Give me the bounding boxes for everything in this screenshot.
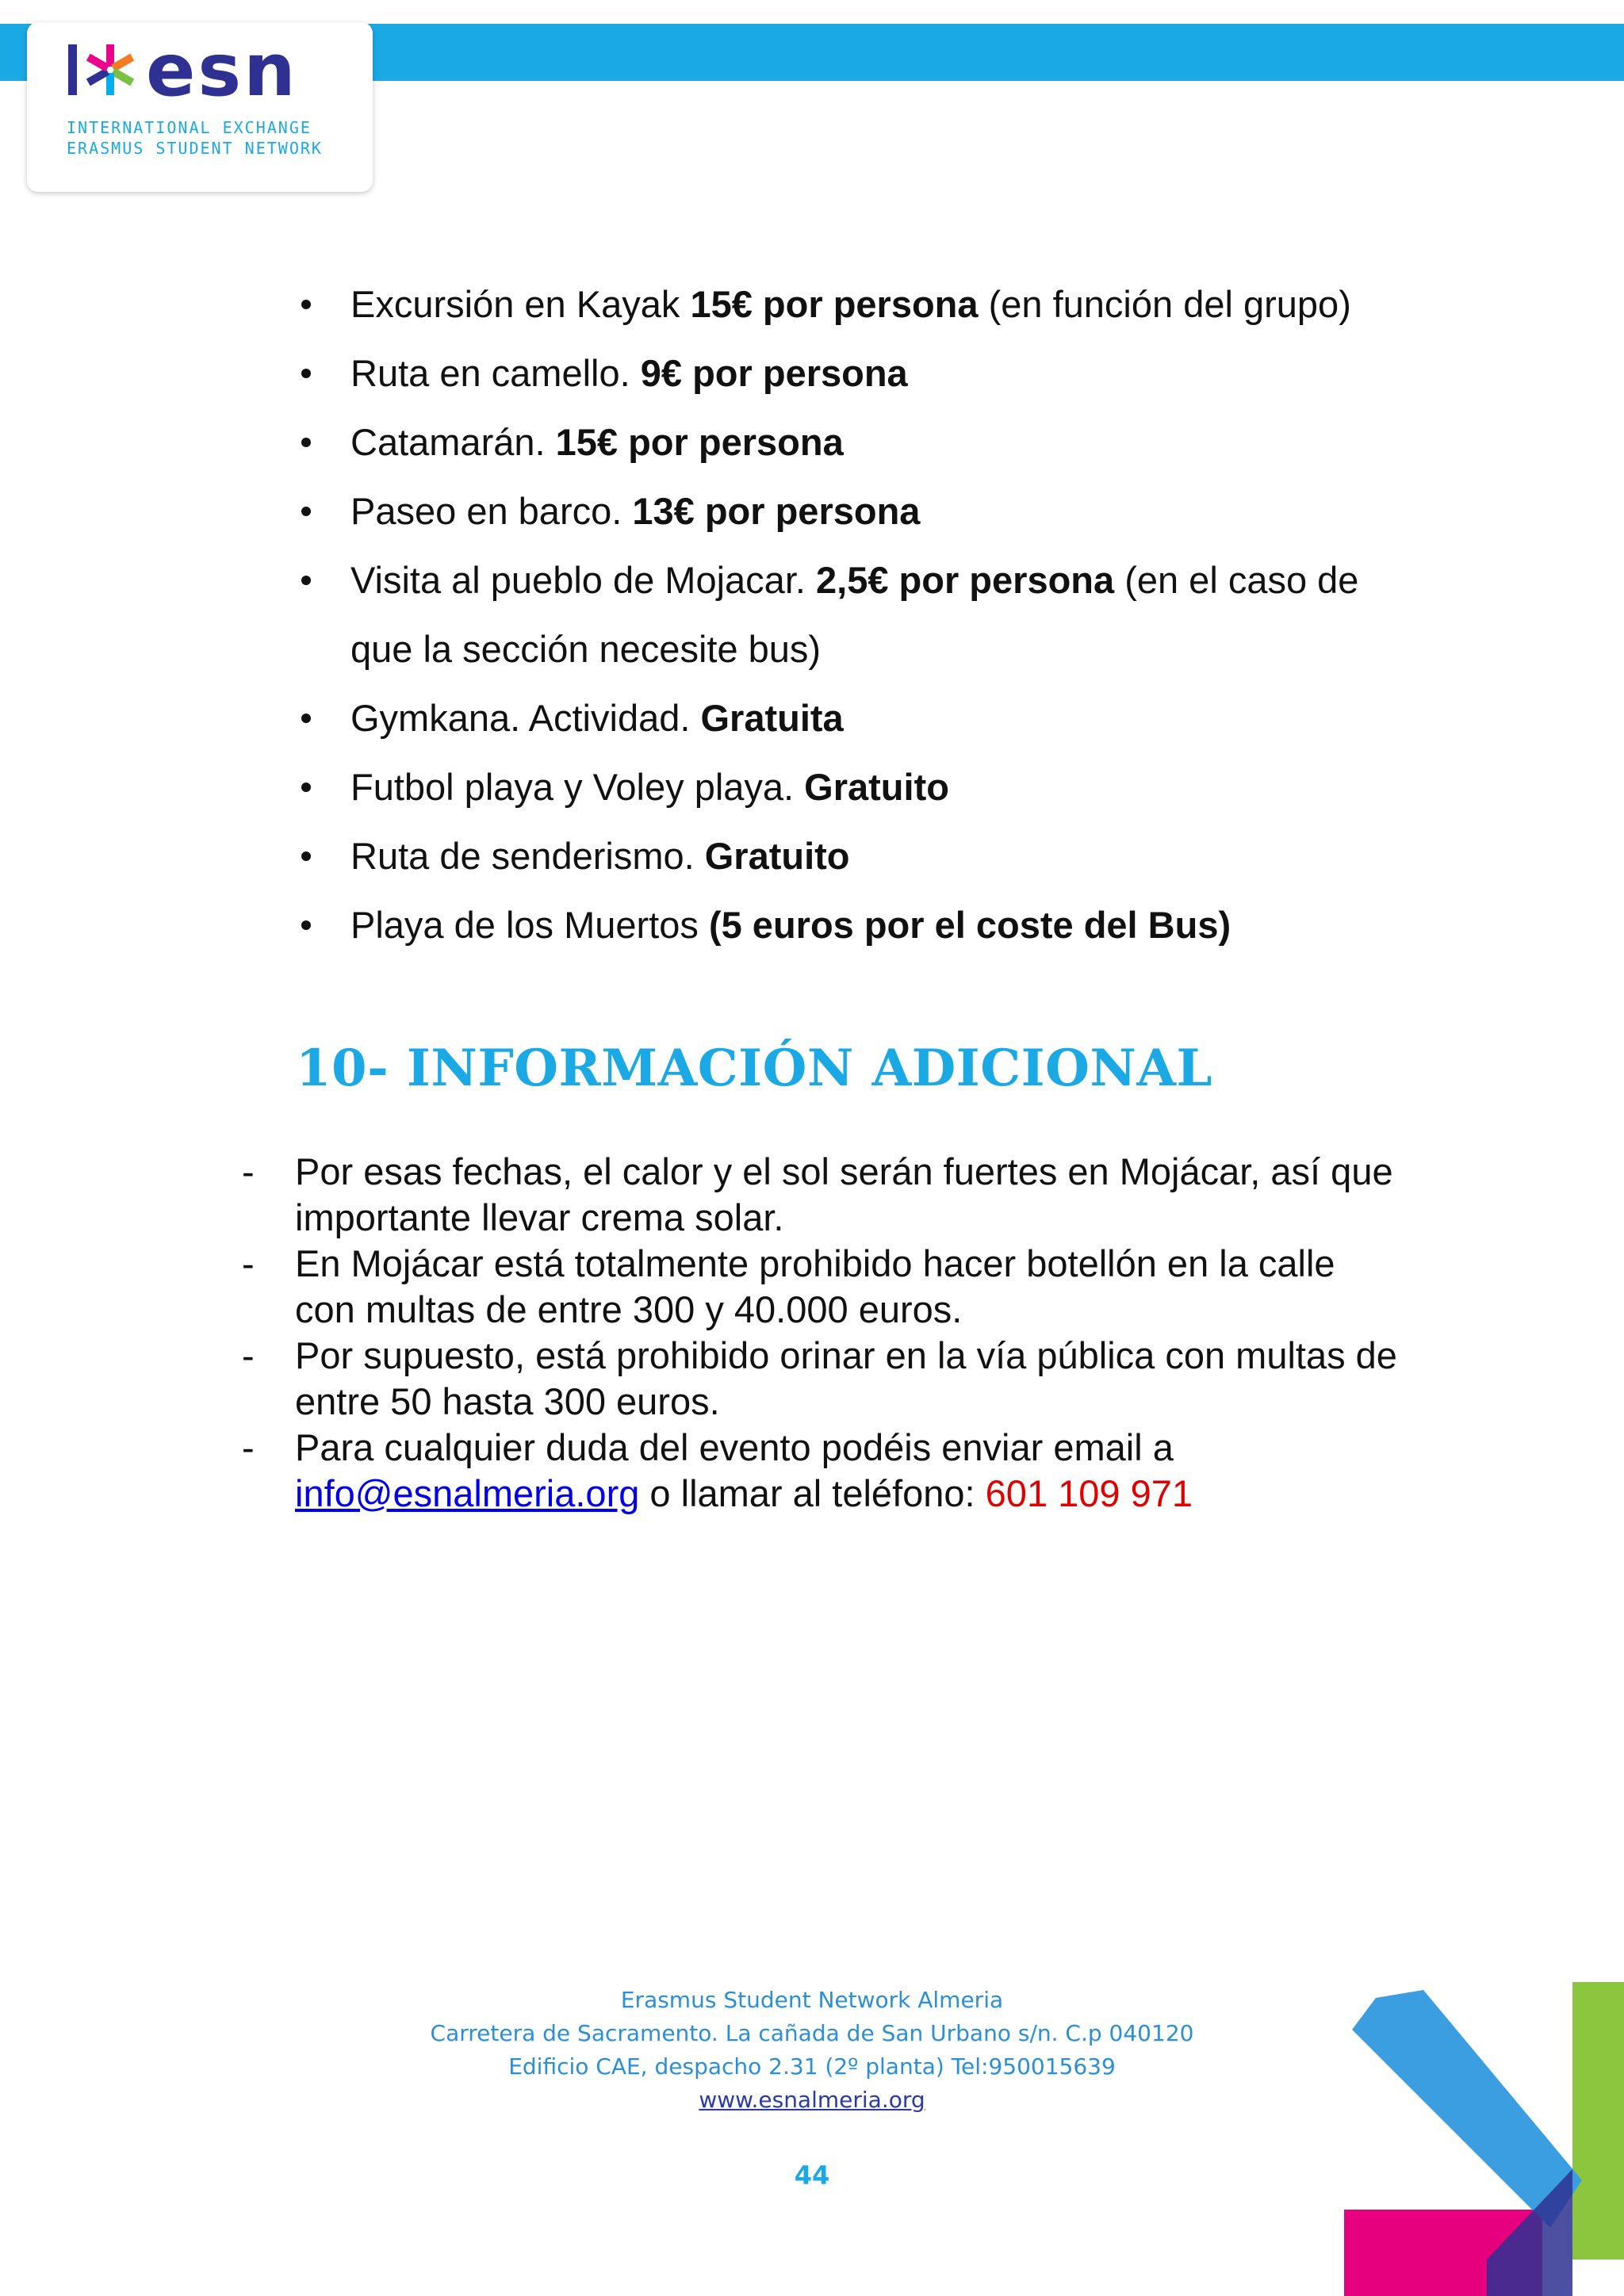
info-line: entre 50 hasta 300 euros. [295, 1380, 720, 1422]
svg-text:INTERNATIONAL EXCHANGE: INTERNATIONAL EXCHANGE [67, 118, 312, 137]
activity-item [301, 476, 1491, 545]
email-link[interactable]: info@esnalmeria.org [295, 1472, 640, 1514]
activity-item [301, 752, 1491, 821]
activity-text: Playa de los Muertos [350, 904, 709, 946]
bullet-icon [301, 438, 311, 447]
footer-office: Edificio CAE, despacho 2.31 (2º planta) Tel:950015639 [508, 2053, 1116, 2080]
activity-price: 9€ por persona [640, 352, 908, 394]
info-item [242, 1333, 1511, 1425]
info-line: con multas de entre 300 y 40.000 euros. [295, 1288, 963, 1330]
bullet-icon [301, 783, 311, 792]
activity-text: Futbol playa y Voley playa. [350, 766, 805, 808]
activity-price: Gratuito [704, 835, 850, 877]
activity-text: que la sección necesite bus) [350, 628, 822, 670]
activity-price: Gratuita [700, 697, 844, 739]
footer-website-link[interactable]: www.esnalmeria.org [699, 2087, 925, 2113]
activity-item [301, 821, 1491, 890]
activity-text: Ruta en camello. [350, 352, 641, 394]
activity-item [301, 890, 1491, 959]
info-item [242, 1241, 1511, 1333]
activity-note: (en función del grupo) [978, 283, 1351, 325]
activities-list [301, 270, 1491, 959]
svg-text:ERASMUS STUDENT NETWORK: ERASMUS STUDENT NETWORK [67, 139, 323, 158]
activity-price: Gratuito [804, 766, 949, 808]
info-item [242, 1425, 1511, 1517]
bullet-icon [301, 369, 311, 378]
dash-marker: - [242, 1334, 255, 1376]
activity-item [301, 339, 1491, 408]
activity-price: 2,5€ por persona [816, 559, 1115, 601]
phone-number: 601 109 971 [985, 1472, 1193, 1514]
info-line: Por supuesto, está prohibido orinar en la vía pública con multas de [295, 1334, 1397, 1376]
activity-item [301, 545, 1491, 614]
dash-marker: - [242, 1242, 255, 1284]
activity-text: Visita al pueblo de Mojacar. [350, 559, 816, 601]
dash-marker: - [242, 1426, 255, 1468]
activity-item [301, 683, 1491, 752]
dash-marker: - [242, 1150, 255, 1192]
info-line: En Mojácar está totalmente prohibido hacer botellón en la calle [295, 1242, 1335, 1284]
activity-note: (en el caso de [1114, 559, 1359, 601]
activity-price: 15€ por persona [690, 283, 979, 325]
page-number: 44 [794, 2160, 830, 2191]
activity-item [301, 408, 1491, 476]
activity-item [301, 270, 1491, 339]
activity-price: 13€ por persona [632, 490, 921, 532]
info-text: o llamar al teléfono: [639, 1472, 986, 1514]
additional-info-list [242, 1149, 1511, 1517]
esn-logo [27, 22, 373, 192]
activity-text: Excursión en Kayak [350, 283, 691, 325]
bullet-icon [301, 576, 311, 585]
esn-logo-graphic [27, 22, 373, 192]
activity-text: Ruta de senderismo. [350, 835, 705, 877]
info-line [295, 1471, 1511, 1517]
footer-address: Carretera de Sacramento. La cañada de San Urbano s/n. C.p 040120 [430, 2020, 1194, 2046]
activity-text: Paseo en barco. [350, 490, 633, 532]
bullet-icon [301, 507, 311, 516]
bullet-icon [301, 714, 311, 723]
activity-text: Catamarán. [350, 421, 556, 463]
info-line: importante llevar crema solar. [295, 1196, 784, 1238]
activity-item [301, 614, 1491, 683]
info-line: Por esas fechas, el calor y el sol serán fuertes en Mojácar, así que [295, 1150, 1393, 1192]
bullet-icon [301, 300, 311, 309]
info-item [242, 1149, 1511, 1241]
info-line: Para cualquier duda del evento podéis enviar email a [295, 1426, 1174, 1468]
activity-price: 15€ por persona [555, 421, 844, 463]
section-title: 10- INFORMACIÓN ADICIONAL [296, 1039, 1212, 1098]
activity-text: Gymkana. Actividad. [350, 697, 701, 739]
bullet-icon [301, 920, 311, 930]
activity-price: (5 euros por el coste del Bus) [708, 904, 1231, 946]
corner-decoration [1344, 1982, 1624, 2296]
svg-text:esn: esn [146, 28, 298, 113]
footer-org: Erasmus Student Network Almeria [620, 1987, 1004, 2013]
bullet-icon [301, 851, 311, 861]
